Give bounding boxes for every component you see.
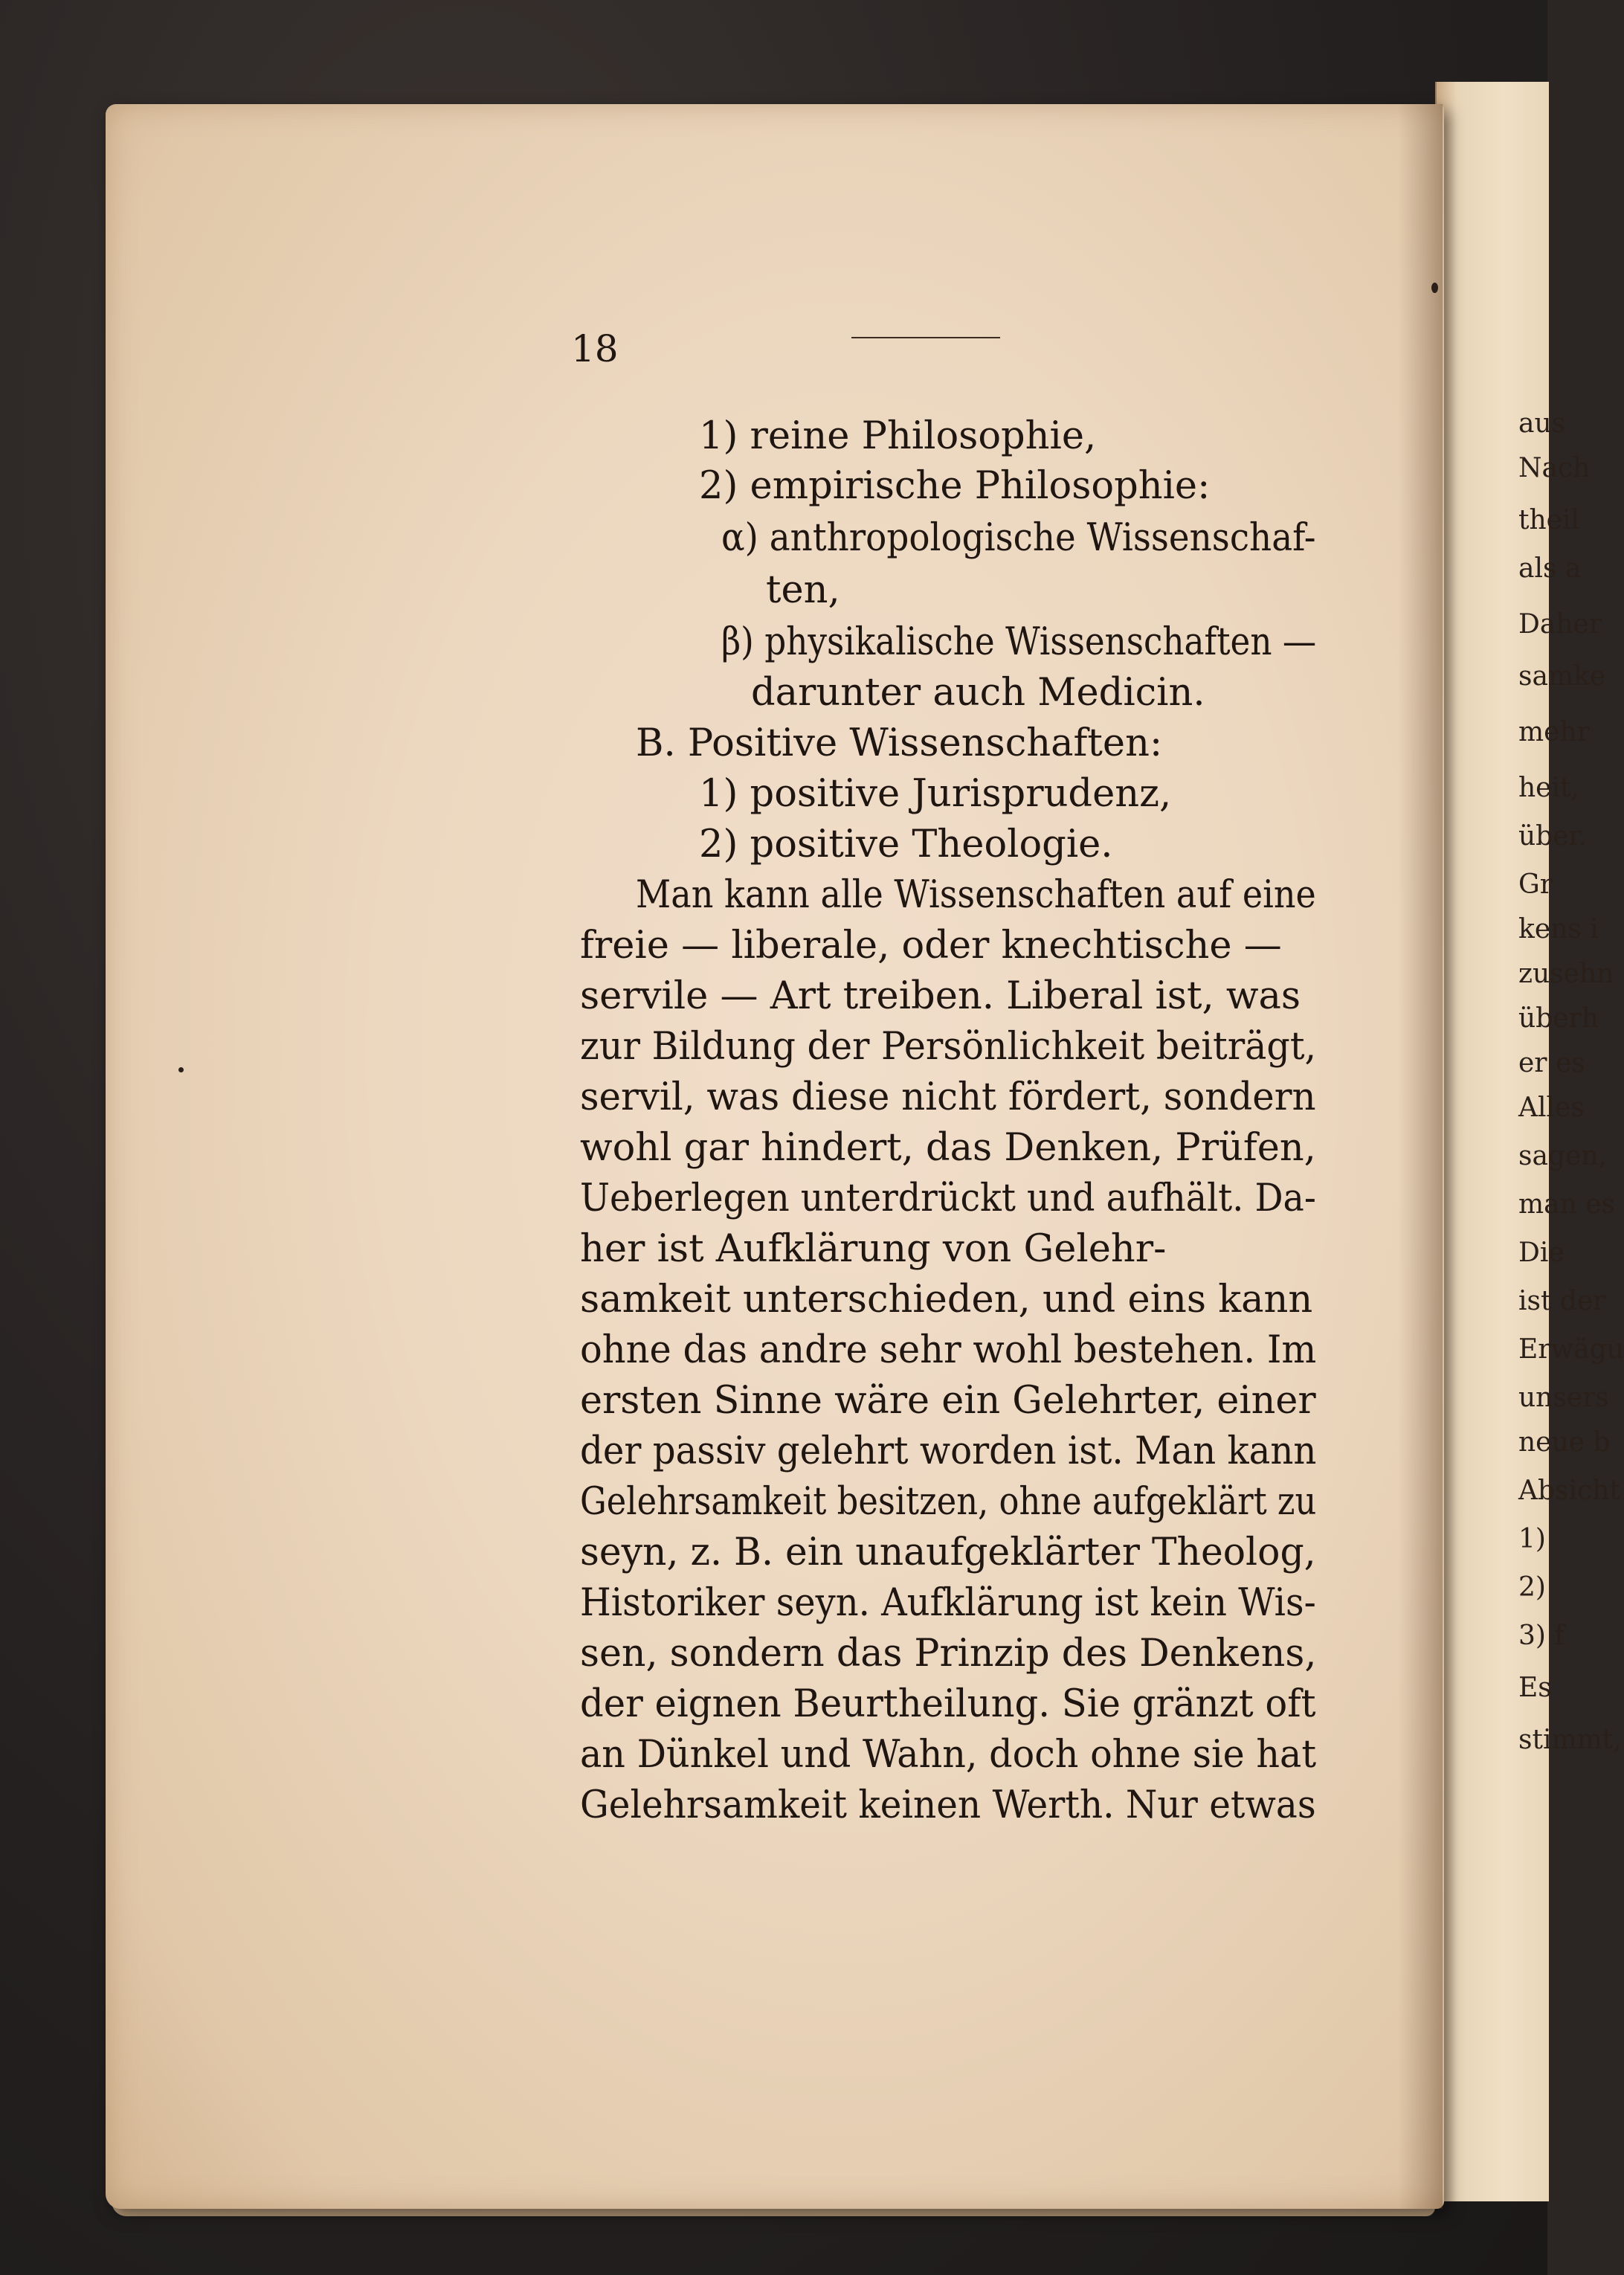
text-line: darunter auch Medicin. [751,671,1205,715]
ink-spot [1431,283,1438,293]
facing-page-text: über. [1518,821,1588,852]
text-line: her ist Aufklärung von Gelehr- [580,1227,1167,1271]
text-line: 2) empirische Philosophie: [699,464,1211,508]
text-line: samkeit unterschieden, und eins kann [580,1278,1313,1322]
facing-page-text: 1) [1518,1524,1546,1554]
facing-page-text: sagen, [1518,1141,1607,1171]
text-line: servil, was diese nicht fördert, sondern [580,1075,1316,1119]
facing-page-text: Absicht [1518,1476,1620,1506]
facing-page-text: aus [1518,408,1566,439]
facing-page-text: kens i [1518,914,1599,945]
facing-page-text: er es [1518,1048,1585,1078]
facing-page-text: ist der [1518,1286,1606,1316]
text-line: der eignen Beurtheilung. Sie gränzt oft [580,1682,1316,1726]
spine-shadow [1398,104,1443,2209]
facing-page-text: Die [1518,1238,1565,1268]
facing-page-edge [1435,82,1624,2201]
page-number: 18 [571,327,619,370]
facing-page-text: Nach [1518,453,1591,483]
text-line: β) physikalische Wissenschaften — [721,620,1317,664]
text-line: der passiv gelehrt worden ist. Man kann [580,1429,1317,1473]
facing-page-text: Gr [1518,869,1553,900]
text-line: sen, sondern das Prinzip des Denkens, [580,1632,1317,1676]
text-line: ohne das andre sehr wohl bestehen. Im [580,1328,1317,1372]
facing-page-text: überh [1518,1003,1599,1034]
text-line: Historiker seyn. Aufklärung ist kein Wis- [580,1581,1316,1625]
facing-page-text: Daher [1518,609,1602,640]
header-rule [851,337,1000,338]
facing-page-text: mehr [1518,717,1590,747]
text-line: ersten Sinne wäre ein Gelehrter, einer [580,1379,1316,1423]
facing-page-text: Es [1518,1673,1552,1703]
facing-page-text: 3) f [1518,1621,1565,1651]
facing-page-text: Erwägu [1518,1334,1624,1365]
text-line: an Dünkel und Wahn, doch ohne sie hat [580,1733,1317,1777]
text-line: 1) positive Jurisprudenz, [699,772,1172,816]
text-line: 2) positive Theologie. [699,823,1113,866]
facing-page-text: samke [1518,661,1606,692]
text-line: Gelehrsamkeit keinen Werth. Nur etwas [580,1783,1316,1827]
ink-spot [178,1067,184,1072]
text-line: 1) reine Philosophie, [699,414,1097,458]
text-line: servile — Art treiben. Liberal ist, was [580,974,1301,1018]
text-line: Gelehrsamkeit besitzen, ohne aufgeklärt zu [580,1480,1317,1524]
text-line: Man kann alle Wissenschaften auf eine [636,873,1316,917]
text-line: zur Bildung der Persönlichkeit beiträgt, [580,1025,1317,1069]
text-line: B. Positive Wissenschaften: [636,721,1163,765]
facing-page-text: unsers [1518,1383,1609,1413]
facing-page-text: zusehn [1518,959,1614,989]
facing-page-text: stimmt, [1518,1725,1622,1755]
text-line: freie — liberale, oder knechtische — [580,924,1282,968]
facing-page-text: als a [1518,553,1582,584]
text-line: Ueberlegen unterdrückt und aufhält. Da- [580,1177,1316,1220]
facing-page-text: man es [1518,1189,1616,1220]
facing-page-text: theil [1518,505,1579,535]
facing-page-text: neue b [1518,1427,1611,1458]
text-line: α) anthropologische Wissenschaf- [721,516,1316,560]
text-line: seyn, z. B. ein unaufgeklärter Theolog, [580,1531,1316,1574]
facing-page-text: 2) [1518,1572,1546,1603]
text-line: wohl gar hindert, das Denken, Prüfen, [580,1126,1316,1170]
text-line: ten, [766,568,840,612]
facing-page-text: Alles [1518,1093,1585,1123]
facing-page-text: heit, [1518,773,1579,803]
